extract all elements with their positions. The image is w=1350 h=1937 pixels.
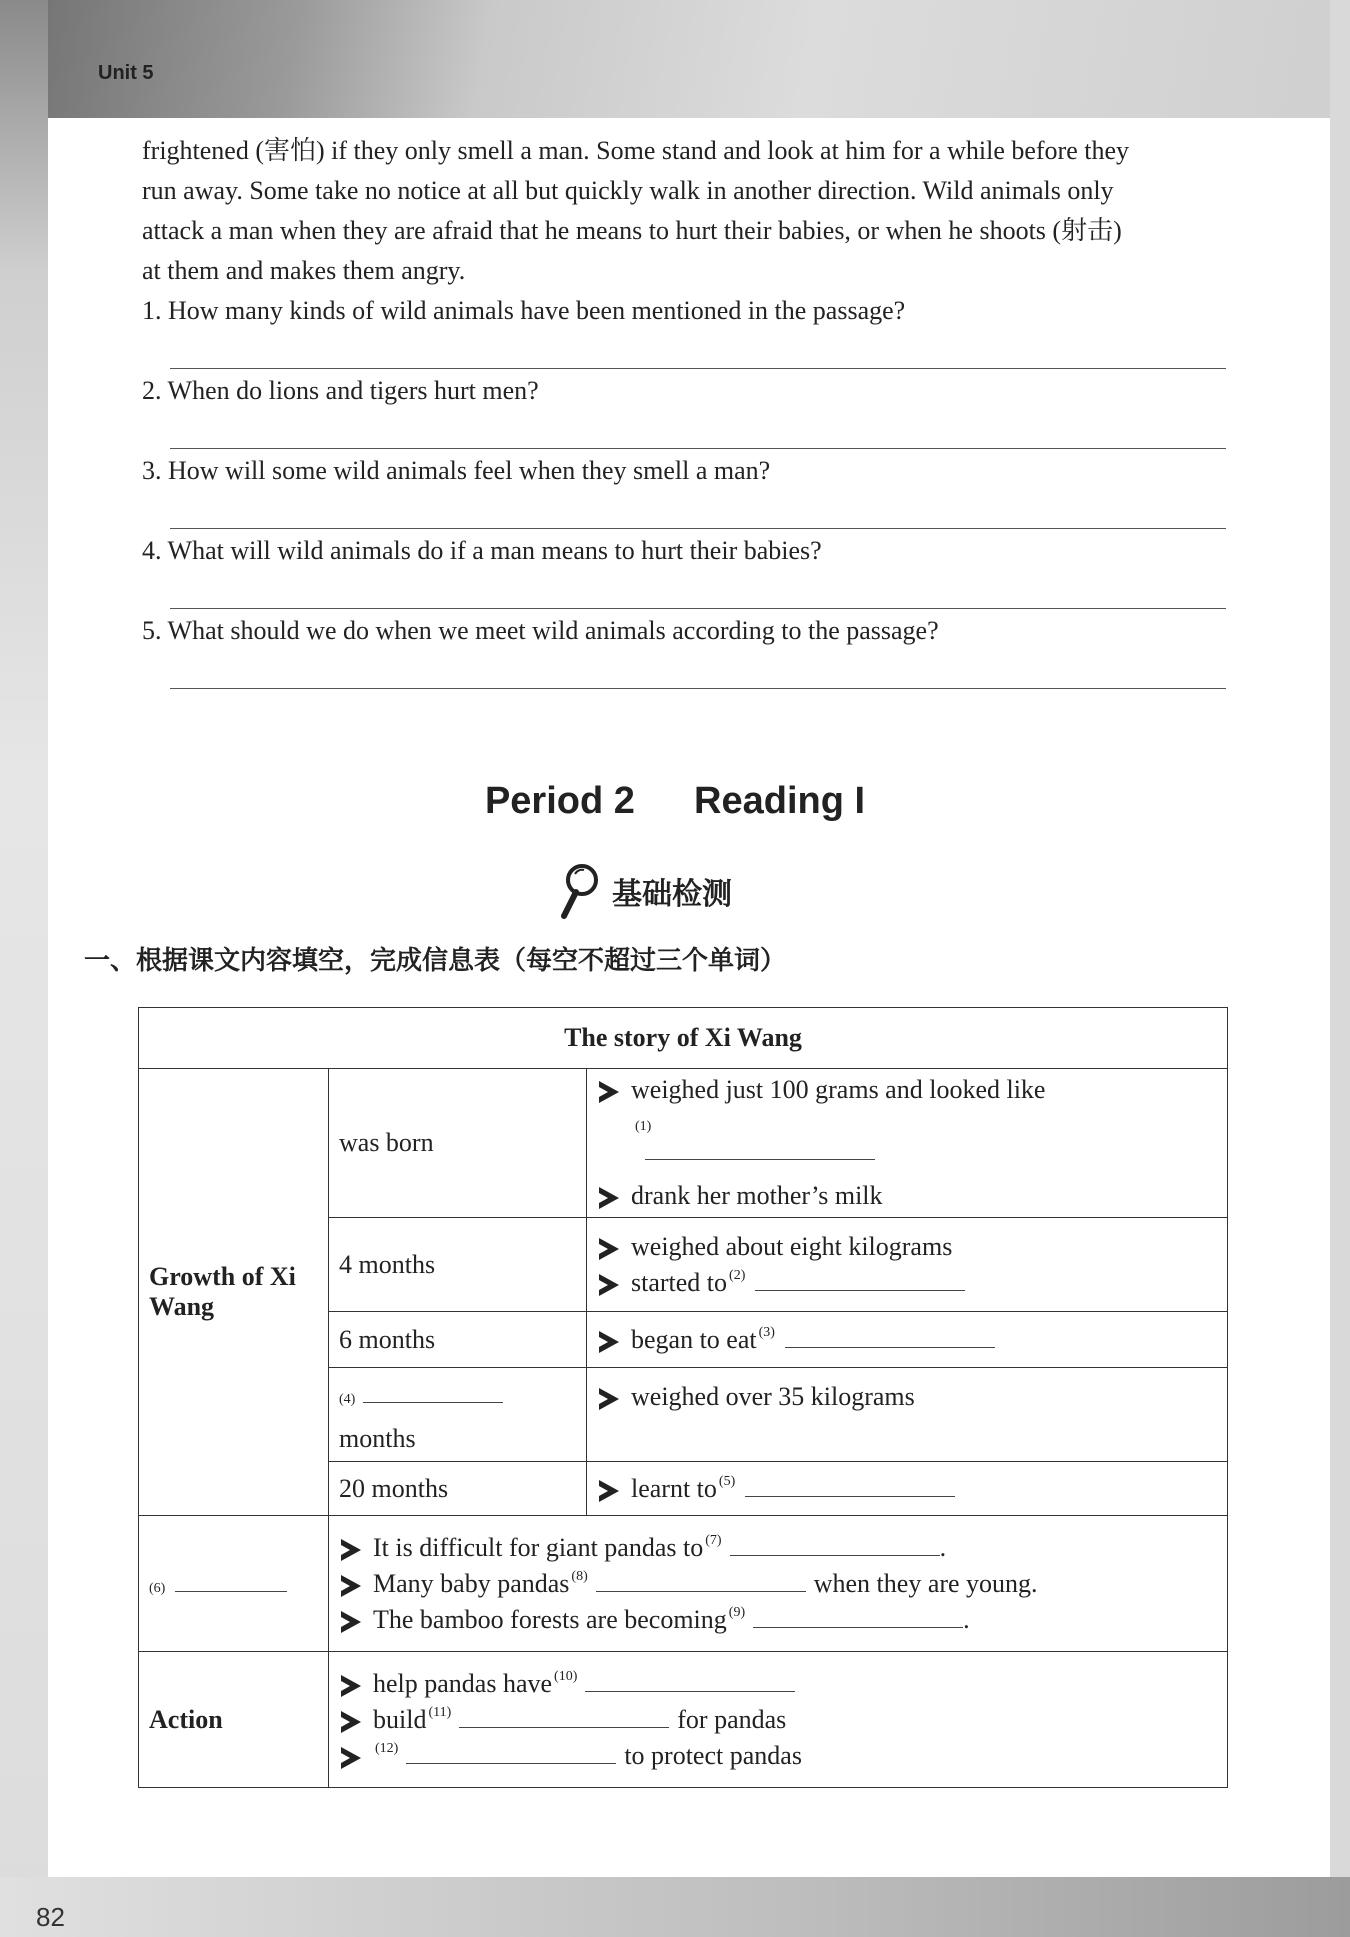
action-label: Action: [139, 1652, 329, 1788]
blank-number-1: (1): [635, 1119, 652, 1134]
m20-learnt-text: learnt to: [631, 1473, 717, 1503]
action-line-3-end: to protect pandas: [624, 1740, 802, 1770]
passage-line: at them and makes them angry.: [142, 256, 466, 285]
action-line-2-end: for pandas: [677, 1704, 787, 1734]
bullet-arrow-icon: [341, 1611, 361, 1633]
blank-7[interactable]: [730, 1533, 940, 1556]
bullet-arrow-icon: [599, 1238, 619, 1260]
scan-border-bottom: [0, 1877, 1350, 1937]
bullet-arrow-icon: [599, 1480, 619, 1502]
question-4: 4. What will wild animals do if a man means to hurt their babies?: [142, 536, 822, 565]
stage-20-months: 20 months: [329, 1462, 587, 1516]
problems-category: [139, 1516, 329, 1652]
period-title: Reading I: [694, 780, 866, 822]
bullet-arrow-icon: [599, 1187, 619, 1209]
problem-line-3-end: .: [963, 1604, 970, 1634]
bullet-arrow-icon: [599, 1331, 619, 1353]
stage-blank-months: [329, 1368, 587, 1462]
bullet-arrow-icon: [341, 1747, 361, 1769]
stage-6-months: 6 months: [329, 1312, 587, 1368]
table-caption: The story of Xi Wang: [139, 1008, 1228, 1069]
born-details: [587, 1069, 1228, 1218]
action-line-2: build: [373, 1704, 427, 1734]
blank-8[interactable]: [596, 1569, 806, 1592]
page-number: 82: [36, 1902, 65, 1932]
blank-9[interactable]: [753, 1605, 963, 1628]
bullet-arrow-icon: [341, 1539, 361, 1561]
bullet-arrow-icon: [599, 1388, 619, 1410]
m4x-weight-text: weighed over 35 kilograms: [631, 1382, 915, 1411]
blank-number-6: (6): [149, 1580, 166, 1596]
action-details: [329, 1652, 1228, 1788]
exercise-instruction: 一、根据课文内容填空，完成信息表（每空不超过三个单词）: [84, 946, 787, 976]
info-table: [138, 1007, 1228, 1788]
stage-months-suffix: months: [339, 1423, 416, 1453]
question-2: 2. When do lions and tigers hurt men?: [142, 376, 539, 405]
m20-details: [587, 1462, 1228, 1516]
blank-number-3: (3): [758, 1324, 775, 1340]
bullet-arrow-icon: [599, 1274, 619, 1296]
bullet-arrow-icon: [341, 1675, 361, 1697]
blank-number-5: (5): [718, 1473, 736, 1489]
blank-number-9: (9): [728, 1604, 746, 1620]
period-number: Period 2: [484, 780, 635, 822]
m4x-details: [587, 1368, 1228, 1462]
stage-born: was born: [329, 1069, 587, 1218]
question-1: 1. How many kinds of wild animals have been mentioned in the passage?: [142, 296, 906, 325]
blank-2[interactable]: [755, 1268, 965, 1291]
blank-number-7: (7): [705, 1532, 722, 1548]
problem-line-2: Many baby pandas: [373, 1568, 570, 1598]
basic-check-label: 基础检测: [612, 877, 732, 912]
bullet-arrow-icon: [341, 1711, 361, 1733]
bullet-arrow-icon: [599, 1081, 619, 1103]
magnifier-icon: [556, 862, 602, 920]
reading-passage: [142, 131, 1242, 291]
m6-details: [587, 1312, 1228, 1368]
answer-line-3[interactable]: [170, 528, 1226, 529]
problem-line-3: The bamboo forests are becoming: [373, 1604, 727, 1634]
question-3: 3. How will some wild animals feel when they smell a man?: [142, 456, 771, 485]
m4-started-text: started to: [631, 1267, 728, 1297]
blank-number-4: (4): [339, 1391, 356, 1407]
blank-12[interactable]: [406, 1741, 616, 1764]
blank-5[interactable]: [745, 1474, 955, 1497]
growth-label: Growth of Xi Wang: [139, 1069, 329, 1516]
scan-border-left: [0, 0, 48, 1937]
born-weight-text: weighed just 100 grams and looked like: [631, 1075, 1046, 1104]
problem-line-1: It is difficult for giant pandas to: [373, 1532, 704, 1562]
answer-line-5[interactable]: [170, 688, 1226, 689]
blank-10[interactable]: [585, 1669, 795, 1692]
question-5: 5. What should we do when we meet wild animals according to the passage?: [142, 616, 939, 645]
passage-line: frightened (害怕) if they only smell a man. Some stand and look at him for a while before they: [142, 136, 1130, 165]
scan-border-top: [0, 0, 1350, 118]
unit-label: Unit 5: [98, 62, 154, 84]
born-milk-text: drank her mother’s milk: [631, 1181, 883, 1210]
m4-details: [587, 1218, 1228, 1312]
problem-line-2-end: when they are young.: [813, 1568, 1038, 1598]
problems-details: [329, 1516, 1228, 1652]
blank-6[interactable]: [175, 1569, 287, 1592]
passage-line: attack a man when they are afraid that he means to hurt their babies, or when he shoots (射击): [142, 216, 1122, 245]
answer-line-1[interactable]: [170, 368, 1226, 369]
stage-4-months: 4 months: [329, 1218, 587, 1312]
action-line-1: help pandas have: [373, 1668, 553, 1698]
blank-number-8: (8): [571, 1568, 588, 1584]
period-heading: [0, 780, 1350, 823]
blank-number-11: (11): [428, 1704, 452, 1720]
blank-1[interactable]: [645, 1137, 875, 1160]
answer-line-4[interactable]: [170, 608, 1226, 609]
blank-11[interactable]: [459, 1705, 669, 1728]
blank-number-2: (2): [729, 1267, 746, 1283]
problem-line-1-end: .: [939, 1532, 947, 1562]
passage-line: run away. Some take no notice at all but quickly walk in another direction. Wild animals only: [142, 176, 1114, 205]
m6-eat-text: began to eat: [631, 1324, 757, 1354]
blank-number-10: (10): [554, 1668, 578, 1684]
m4-weight-text: weighed about eight kilograms: [631, 1231, 953, 1261]
blank-number-12: (12): [375, 1740, 399, 1756]
basic-check-heading: [556, 862, 732, 920]
blank-4[interactable]: [363, 1380, 503, 1403]
scan-border-right: [1330, 0, 1350, 1937]
blank-3[interactable]: [785, 1325, 995, 1348]
bullet-arrow-icon: [341, 1575, 361, 1597]
answer-line-2[interactable]: [170, 448, 1226, 449]
